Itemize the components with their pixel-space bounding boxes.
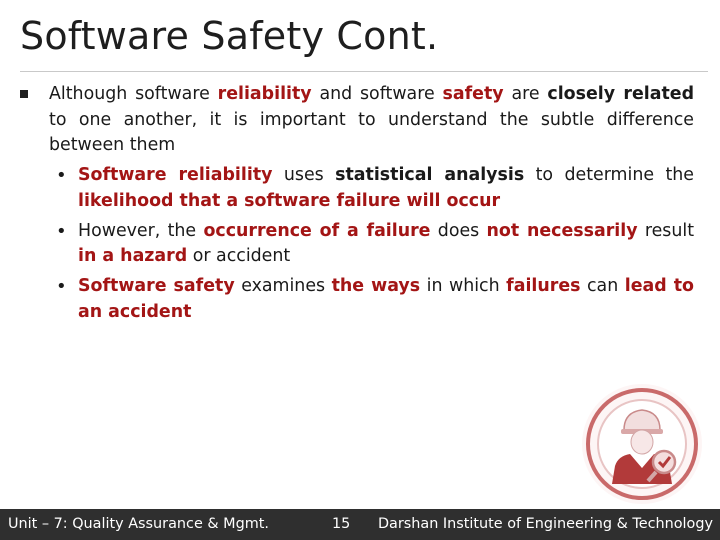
sub-bullet-2 — [20, 219, 694, 270]
highlight-software-safety: Software safety — [78, 276, 235, 296]
text-run: can — [587, 276, 619, 296]
page-number: 15 — [332, 516, 351, 532]
highlight-not-necessarily: not necessarily — [486, 220, 638, 241]
main-bullet — [20, 82, 694, 159]
slide-content — [20, 82, 694, 325]
text-run: Although software — [49, 84, 210, 104]
round-bullet-icon: • — [56, 276, 67, 297]
highlight-safety: safety — [442, 84, 504, 104]
slide-title: Software Safety Cont. — [20, 14, 439, 58]
footer-unit: Unit – 7: Quality Assurance & Mgmt. — [8, 516, 269, 532]
text-run: does — [437, 220, 480, 241]
text-run: However, the — [78, 220, 197, 241]
highlight-failures: failures — [506, 276, 581, 296]
emphasis-closely-related: closely related — [547, 84, 695, 104]
sub-bullet-3 — [20, 274, 694, 325]
slide-footer — [0, 509, 720, 540]
text-run: to one another, it is important to understand the subtle difference between them — [49, 109, 694, 155]
square-bullet-icon — [20, 90, 28, 98]
text-run: or accident — [192, 246, 291, 266]
emphasis-statistical-analysis: statistical analysis — [335, 165, 525, 185]
highlight-reliability: reliability — [217, 84, 312, 104]
highlight-in-a-hazard: in a hazard — [78, 246, 188, 266]
round-bullet-icon: • — [56, 220, 67, 242]
highlight-lead-to-accident: lead to an accident — [78, 276, 695, 322]
text-run: result — [644, 220, 695, 241]
safety-worker-checkmark-icon — [578, 384, 710, 504]
highlight-occurrence: occurrence of a failure — [203, 220, 431, 241]
highlight-software-reliability: Software reliability — [78, 165, 273, 185]
text-run: in which — [426, 276, 500, 296]
text-run: and software — [319, 84, 435, 104]
title-divider — [20, 71, 708, 72]
footer-institute: Darshan Institute of Engineering & Technology — [377, 516, 713, 532]
round-bullet-icon: • — [56, 165, 67, 186]
highlight-likelihood: likelihood that a software failure will occur — [78, 190, 501, 211]
text-run: examines — [241, 276, 326, 296]
text-run: uses — [283, 165, 324, 185]
text-run: to determine the — [535, 165, 694, 185]
highlight-the-ways: the ways — [331, 276, 421, 296]
text-run: are — [511, 84, 540, 104]
sub-bullet-1 — [20, 163, 694, 214]
